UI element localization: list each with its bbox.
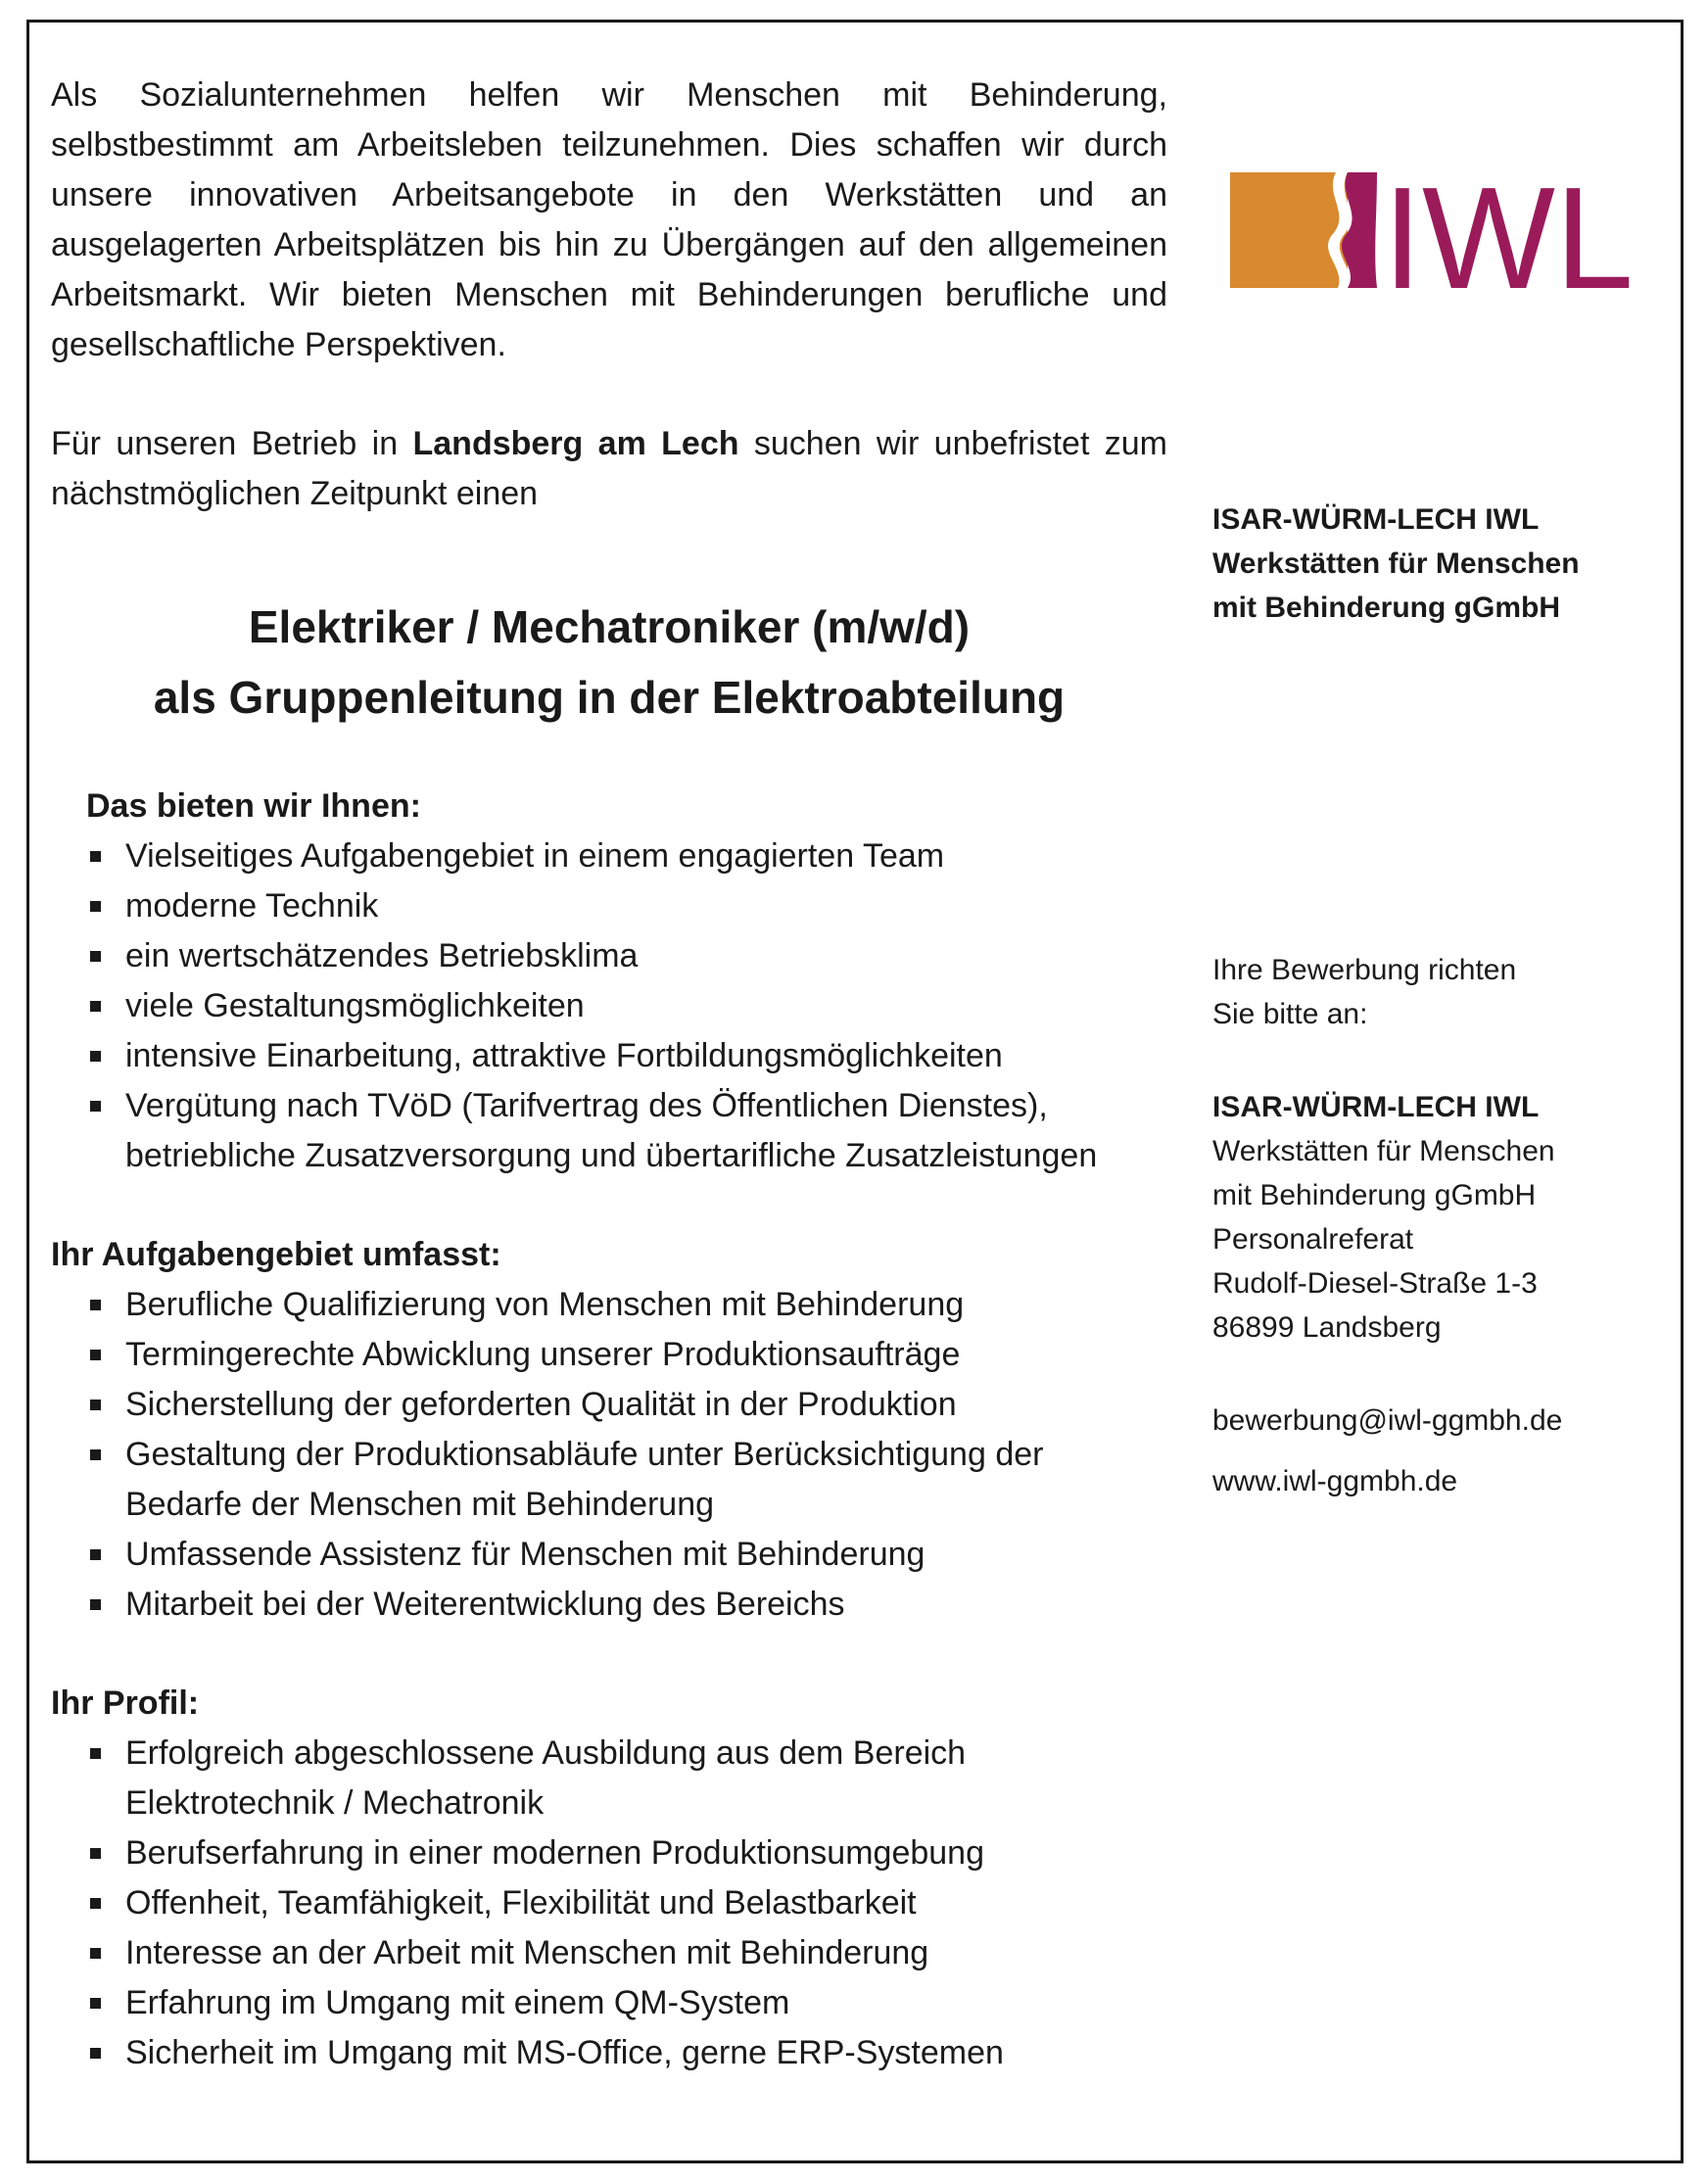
list-item-text: Interesse an der Arbeit mit Menschen mit Behinderung bbox=[125, 1934, 929, 1971]
location-text-before: Für unseren Betrieb in bbox=[51, 425, 413, 462]
email-link[interactable]: bewerbung@iwl-ggmbh.de bbox=[1212, 1404, 1563, 1437]
logo-orange-block bbox=[1230, 172, 1348, 288]
bullet-icon bbox=[90, 1898, 101, 1909]
list-item bbox=[86, 1729, 1167, 1828]
list-item-text: ein wertschätzendes Betriebsklima bbox=[125, 937, 639, 974]
bullet-icon bbox=[90, 851, 101, 862]
address-line3: Personalreferat bbox=[1212, 1223, 1414, 1256]
bullet-icon bbox=[90, 1748, 101, 1759]
list-item bbox=[86, 1580, 1167, 1630]
address-name: ISAR-WÜRM-LECH IWL bbox=[1212, 1091, 1540, 1123]
application-note bbox=[1212, 948, 1516, 1036]
logo-text: IWL bbox=[1383, 166, 1634, 294]
address-line2: mit Behinderung gGmbH bbox=[1212, 1179, 1537, 1211]
organization-line2: Werkstätten für Menschen bbox=[1212, 547, 1580, 580]
profile-list bbox=[86, 1729, 1167, 2078]
list-item bbox=[86, 1330, 1167, 1380]
address-line1: Werkstätten für Menschen bbox=[1212, 1135, 1555, 1167]
tasks-list bbox=[86, 1280, 1167, 1630]
list-item-text: Erfahrung im Umgang mit einem QM-System bbox=[125, 1984, 790, 2021]
application-line2: Sie bitte an: bbox=[1212, 998, 1368, 1030]
bullet-icon bbox=[90, 1948, 101, 1959]
list-item bbox=[86, 1928, 1167, 1978]
bullet-icon bbox=[90, 1549, 101, 1560]
bullet-icon bbox=[90, 1998, 101, 2009]
list-item bbox=[86, 1828, 1167, 1878]
list-item-text: Sicherheit im Umgang mit MS-Office, gerne ERP-Systemen bbox=[125, 2034, 1004, 2071]
list-item-text: moderne Technik bbox=[125, 887, 379, 925]
website-link[interactable]: www.iwl-ggmbh.de bbox=[1212, 1465, 1458, 1497]
list-item-text: Offenheit, Teamfähigkeit, Flexibilität und Belastbarkeit bbox=[125, 1884, 917, 1922]
application-line1: Ihre Bewerbung richten bbox=[1212, 954, 1517, 986]
list-item bbox=[86, 1280, 1167, 1330]
list-item bbox=[86, 1878, 1167, 1928]
bullet-icon bbox=[90, 1848, 101, 1859]
list-item bbox=[86, 931, 1167, 981]
list-item-text: Sicherstellung der geforderten Qualität in der Produktion bbox=[125, 1386, 957, 1423]
organization-name bbox=[1212, 498, 1580, 630]
bullet-icon bbox=[90, 1350, 101, 1360]
main-column bbox=[51, 71, 1167, 2078]
offer-list bbox=[86, 831, 1167, 1181]
list-item-text: viele Gestaltungsmöglichkeiten bbox=[125, 987, 585, 1024]
bullet-icon bbox=[90, 1101, 101, 1112]
list-item-text: Berufliche Qualifizierung von Menschen mit Behinderung bbox=[125, 1286, 965, 1323]
offer-section bbox=[51, 782, 1167, 1181]
bullet-icon bbox=[90, 1051, 101, 1062]
list-item-text: Erfolgreich abgeschlossene Ausbildung aus dem Bereich Elektrotechnik / Mechatronik bbox=[125, 1734, 967, 1822]
list-item bbox=[86, 2028, 1167, 2078]
offer-heading: Das bieten wir Ihnen: bbox=[86, 787, 421, 825]
profile-section bbox=[51, 1679, 1167, 2078]
bullet-icon bbox=[90, 901, 101, 912]
list-item bbox=[86, 981, 1167, 1031]
bullet-icon bbox=[90, 1599, 101, 1610]
address-block bbox=[1212, 1085, 1555, 1350]
organization-line1: ISAR-WÜRM-LECH IWL bbox=[1212, 503, 1540, 536]
list-item-text: intensive Einarbeitung, attraktive Fortbildungsmöglichkeiten bbox=[125, 1037, 1003, 1074]
list-item bbox=[86, 1380, 1167, 1430]
bullet-icon bbox=[90, 1300, 101, 1310]
list-item bbox=[86, 831, 1167, 881]
bullet-icon bbox=[90, 1449, 101, 1460]
list-item bbox=[86, 1031, 1167, 1081]
list-item-text: Gestaltung der Produktionsabläufe unter Berücksichtigung der Bedarfe der Menschen mit Behinderung bbox=[125, 1436, 1044, 1523]
list-item-text: Berufserfahrung in einer modernen Produktionsumgebung bbox=[125, 1834, 984, 1872]
location-paragraph bbox=[51, 419, 1167, 519]
job-title-line2: als Gruppenleitung in der Elektroabteilung bbox=[153, 672, 1066, 723]
job-title-line1: Elektriker / Mechatroniker (m/w/d) bbox=[248, 601, 971, 652]
job-title bbox=[51, 592, 1167, 733]
location-text-after: suchen wir unbefristet zum nächstmöglichen Zeitpunkt einen bbox=[51, 425, 1168, 512]
address-street: Rudolf-Diesel-Straße 1-3 bbox=[1212, 1267, 1538, 1300]
list-item-text: Mitarbeit bei der Weiterentwicklung des Bereichs bbox=[125, 1586, 845, 1623]
list-item bbox=[86, 1081, 1167, 1181]
location-name: Landsberg am Lech bbox=[412, 425, 739, 462]
bullet-icon bbox=[90, 2048, 101, 2059]
intro-paragraph: Als Sozialunternehmen helfen wir Menschen mit Behinderung, selbstbestimmt am Arbeitsleben teilzunehmen. Dies schaffen wir durch unsere innovativen Arbeitsangebote in den Werkstätten und an ausgelagerten Arbeitsplätzen bis hin zu Übergängen auf den allgemeinen Arbeitsmarkt. Wir bieten Menschen mit Behinderungen berufliche und gesellschaftliche Perspektiven. bbox=[51, 76, 1167, 363]
organization-line3: mit Behinderung gGmbH bbox=[1212, 592, 1560, 624]
list-item bbox=[86, 881, 1167, 931]
address-city: 86899 Landsberg bbox=[1212, 1311, 1442, 1344]
tasks-heading: Ihr Aufgabengebiet umfasst: bbox=[51, 1236, 501, 1273]
list-item bbox=[86, 1978, 1167, 2028]
list-item-text: Vergütung nach TVöD (Tarifvertrag des Öffentlichen Dienstes), betriebliche Zusatzversorgung und übertarifliche Zusatzleistungen bbox=[125, 1087, 1098, 1174]
bullet-icon bbox=[90, 1001, 101, 1012]
tasks-section bbox=[51, 1230, 1167, 1630]
list-item bbox=[86, 1530, 1167, 1580]
bullet-icon bbox=[90, 1400, 101, 1410]
iwl-logo bbox=[1230, 166, 1641, 294]
list-item-text: Umfassende Assistenz für Menschen mit Behinderung bbox=[125, 1536, 925, 1573]
profile-heading: Ihr Profil: bbox=[51, 1685, 200, 1722]
list-item-text: Vielseitiges Aufgabengebiet in einem engagierten Team bbox=[125, 837, 945, 875]
bullet-icon bbox=[90, 951, 101, 962]
list-item-text: Termingerechte Abwicklung unserer Produktionsaufträge bbox=[125, 1336, 961, 1373]
list-item bbox=[86, 1430, 1167, 1530]
